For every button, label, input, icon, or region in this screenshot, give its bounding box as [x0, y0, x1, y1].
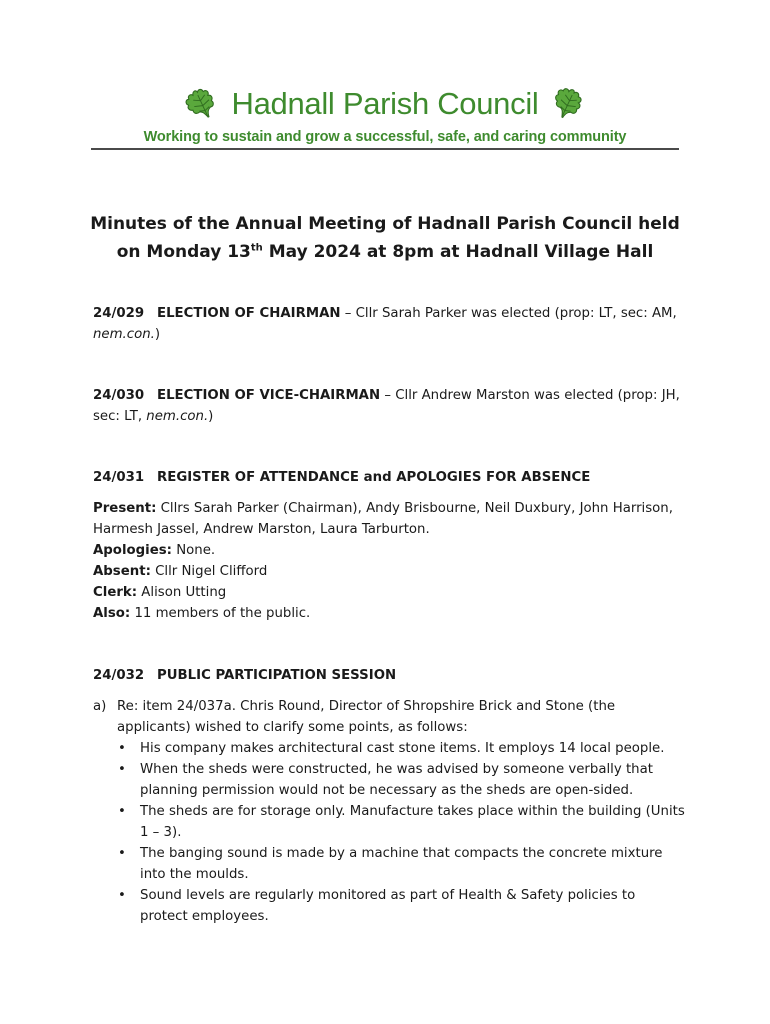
document-title — [85, 210, 685, 266]
tagline: Working to sustain and grow a successful, safe, and caring community — [143, 129, 627, 145]
list-item: • Sound levels are regularly monitored as part of Health & Safety policies to protect employees. — [116, 885, 686, 927]
council-name: Hadnall Parish Council — [231, 86, 539, 121]
paragraph-a — [93, 696, 683, 738]
item-heading: ELECTION OF VICE-CHAIRMAN — [157, 388, 381, 403]
header-divider — [91, 148, 679, 150]
bullet-list — [116, 738, 686, 927]
item-number: 24/031 — [93, 470, 145, 485]
item-24-029: 24/029 ELECTION OF CHAIRMAN – Cllr Sarah Parker was elected (prop: LT, sec: AM, nem.con.) — [93, 303, 683, 345]
title-line-2: on Monday 13th May 2024 at 8pm at Hadnall Village Hall — [116, 242, 654, 262]
item-24-031-heading — [93, 467, 683, 488]
bullet-icon: • — [118, 888, 126, 903]
item-number: 24/032 — [93, 668, 145, 683]
paragraph-text: Re: item 24/037a. Chris Round, Director of Shropshire Brick and Stone (the applicants) wished to clarify some points, as follows: — [117, 699, 616, 735]
clerk-line: Clerk: Alison Utting — [93, 585, 227, 600]
item-24-032-heading — [93, 665, 683, 686]
list-item: • When the sheds were constructed, he was advised by someone verbally that planning permission would not be necessary as the sheds are open-sided. — [116, 759, 686, 801]
oak-leaf-icon — [550, 86, 586, 122]
present-line: Present: Cllrs Sarah Parker (Chairman), Andy Brisbourne, Neil Duxbury, John Harrison, Harmesh Jassel, Andrew Marston, Laura Tarburton. — [93, 501, 673, 537]
list-item: • His company makes architectural cast stone items. It employs 14 local people. — [116, 738, 686, 759]
absent-line: Absent: Cllr Nigel Clifford — [93, 564, 268, 579]
letterhead — [0, 86, 770, 122]
item-heading: ELECTION OF CHAIRMAN — [157, 306, 341, 321]
item-number: 24/029 — [93, 306, 145, 321]
also-line: Also: 11 members of the public. — [93, 606, 311, 621]
item-heading: PUBLIC PARTICIPATION SESSION — [157, 668, 397, 683]
item-24-030: 24/030 ELECTION OF VICE-CHAIRMAN – Cllr Andrew Marston was elected (prop: JH, sec: LT, nem.con.) — [93, 385, 683, 427]
item-heading: REGISTER OF ATTENDANCE and APOLOGIES FOR ABSENCE — [157, 470, 591, 485]
bullet-icon: • — [118, 741, 126, 756]
list-item: • The banging sound is made by a machine that compacts the concrete mixture into the moulds. — [116, 843, 686, 885]
title-line-1: Minutes of the Annual Meeting of Hadnall Parish Council held — [90, 214, 680, 234]
item-number: 24/030 — [93, 388, 145, 403]
bullet-icon: • — [118, 846, 126, 861]
bullet-icon: • — [118, 762, 126, 777]
paragraph-label: a) — [93, 699, 107, 714]
list-item: • The sheds are for storage only. Manufacture takes place within the building (Units 1 – 3). — [116, 801, 686, 843]
attendance-block — [93, 498, 683, 624]
apologies-line: Apologies: None. — [93, 543, 216, 558]
oak-leaf-icon — [184, 86, 220, 122]
bullet-icon: • — [118, 804, 126, 819]
